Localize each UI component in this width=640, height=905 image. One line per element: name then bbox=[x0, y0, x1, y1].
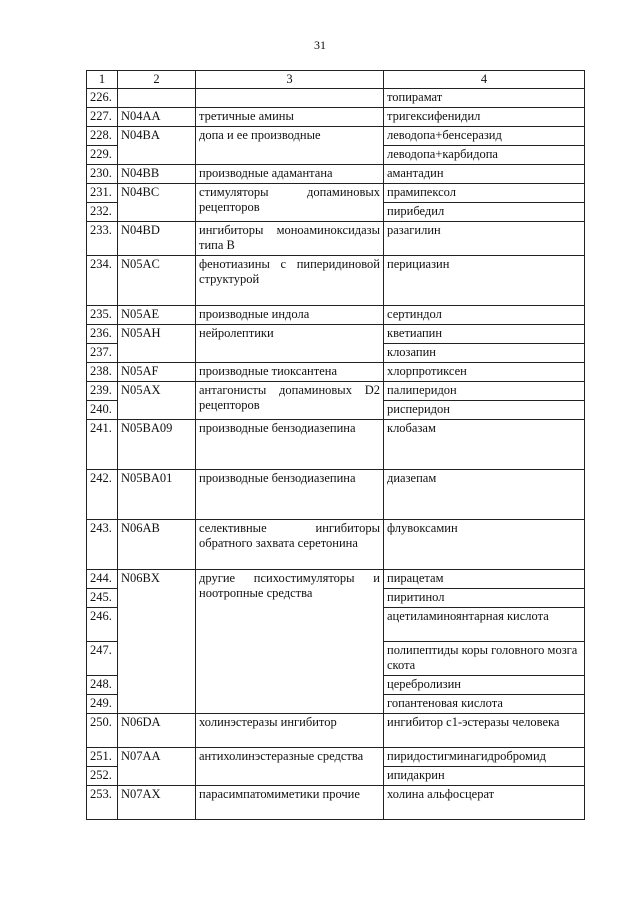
row-number: 242. bbox=[87, 470, 118, 520]
row-number: 236. bbox=[87, 325, 118, 344]
drug-name: пиридостигминагидробромид bbox=[384, 748, 585, 767]
atc-code: N05AE bbox=[118, 306, 196, 325]
table-row bbox=[87, 108, 585, 127]
row-number: 238. bbox=[87, 363, 118, 382]
drug-table bbox=[86, 70, 585, 820]
header-cell: 3 bbox=[196, 71, 384, 89]
row-number: 245. bbox=[87, 589, 118, 608]
atc-code: N06AB bbox=[118, 520, 196, 570]
table-row bbox=[87, 184, 585, 203]
table-row bbox=[87, 165, 585, 184]
table-row bbox=[87, 748, 585, 767]
drug-name: леводопа+бенсеразид bbox=[384, 127, 585, 146]
atc-code: N07AX bbox=[118, 786, 196, 820]
drug-name: хлорпротиксен bbox=[384, 363, 585, 382]
header-cell: 4 bbox=[384, 71, 585, 89]
table-row bbox=[87, 786, 585, 820]
row-number: 253. bbox=[87, 786, 118, 820]
header-cell: 1 bbox=[87, 71, 118, 89]
drug-group: ингибиторы моноаминоксидазы типа В bbox=[196, 222, 384, 256]
row-number: 248. bbox=[87, 676, 118, 695]
table-row bbox=[87, 570, 585, 589]
row-number: 247. bbox=[87, 642, 118, 676]
table-row bbox=[87, 520, 585, 570]
atc-code: N05BA09 bbox=[118, 420, 196, 470]
row-number: 239. bbox=[87, 382, 118, 401]
table-row bbox=[87, 382, 585, 401]
row-number: 241. bbox=[87, 420, 118, 470]
row-number: 229. bbox=[87, 146, 118, 165]
drug-group: селективные ингибиторы обратного захвата серетонина bbox=[196, 520, 384, 570]
atc-code: N04BB bbox=[118, 165, 196, 184]
row-number: 249. bbox=[87, 695, 118, 714]
drug-group: стимуляторы допаминовых рецепторов bbox=[196, 184, 384, 222]
header-row bbox=[87, 71, 585, 89]
row-number: 233. bbox=[87, 222, 118, 256]
drug-name: холина альфосцерат bbox=[384, 786, 585, 820]
table-row bbox=[87, 89, 585, 108]
drug-name: леводопа+карбидопа bbox=[384, 146, 585, 165]
drug-name: топирамат bbox=[384, 89, 585, 108]
atc-code: N05AX bbox=[118, 382, 196, 420]
table-row bbox=[87, 470, 585, 520]
drug-name: гопантеновая кислота bbox=[384, 695, 585, 714]
row-number: 240. bbox=[87, 401, 118, 420]
atc-code: N06DA bbox=[118, 714, 196, 748]
atc-code bbox=[118, 89, 196, 108]
drug-name: сертиндол bbox=[384, 306, 585, 325]
table-row bbox=[87, 306, 585, 325]
drug-name: ингибитор с1-эстеразы человека bbox=[384, 714, 585, 748]
row-number: 250. bbox=[87, 714, 118, 748]
drug-name: пирибедил bbox=[384, 203, 585, 222]
atc-code: N07AA bbox=[118, 748, 196, 786]
drug-name: церебролизин bbox=[384, 676, 585, 695]
row-number: 230. bbox=[87, 165, 118, 184]
drug-group: допа и ее производные bbox=[196, 127, 384, 165]
drug-group: нейролептики bbox=[196, 325, 384, 363]
table-row bbox=[87, 420, 585, 470]
row-number: 232. bbox=[87, 203, 118, 222]
row-number: 228. bbox=[87, 127, 118, 146]
drug-name: полипептиды коры головного мозга скота bbox=[384, 642, 585, 676]
drug-group: третичные амины bbox=[196, 108, 384, 127]
atc-code: N05AF bbox=[118, 363, 196, 382]
row-number: 234. bbox=[87, 256, 118, 306]
drug-name: кветиапин bbox=[384, 325, 585, 344]
row-number: 235. bbox=[87, 306, 118, 325]
drug-name: перициазин bbox=[384, 256, 585, 306]
drug-name: амантадин bbox=[384, 165, 585, 184]
drug-name: клобазам bbox=[384, 420, 585, 470]
drug-name: пирацетам bbox=[384, 570, 585, 589]
drug-name: разагилин bbox=[384, 222, 585, 256]
row-number: 231. bbox=[87, 184, 118, 203]
drug-name: палиперидон bbox=[384, 382, 585, 401]
drug-group: производные бензодиазепина bbox=[196, 470, 384, 520]
table-row bbox=[87, 363, 585, 382]
row-number: 251. bbox=[87, 748, 118, 767]
atc-code: N05AC bbox=[118, 256, 196, 306]
row-number: 244. bbox=[87, 570, 118, 589]
drug-group: производные бензодиазепина bbox=[196, 420, 384, 470]
drug-group: производные тиоксантена bbox=[196, 363, 384, 382]
drug-name: флувоксамин bbox=[384, 520, 585, 570]
atc-code: N06BX bbox=[118, 570, 196, 714]
drug-name: прамипексол bbox=[384, 184, 585, 203]
table-row bbox=[87, 325, 585, 344]
row-number: 243. bbox=[87, 520, 118, 570]
drug-name: ипидакрин bbox=[384, 767, 585, 786]
atc-code: N04BA bbox=[118, 127, 196, 165]
row-number: 227. bbox=[87, 108, 118, 127]
drug-group bbox=[196, 89, 384, 108]
drug-group: холинэстеразы ингибитор bbox=[196, 714, 384, 748]
row-number: 237. bbox=[87, 344, 118, 363]
row-number: 226. bbox=[87, 89, 118, 108]
atc-code: N05AH bbox=[118, 325, 196, 363]
drug-name: клозапин bbox=[384, 344, 585, 363]
drug-group: другие психостимуляторы и ноотропные средства bbox=[196, 570, 384, 714]
table-row bbox=[87, 222, 585, 256]
drug-name: тригексифенидил bbox=[384, 108, 585, 127]
atc-code: N04AA bbox=[118, 108, 196, 127]
drug-name: рисперидон bbox=[384, 401, 585, 420]
table-row bbox=[87, 714, 585, 748]
drug-group: антагонисты допаминовых D2 рецепторов bbox=[196, 382, 384, 420]
page-number: 31 bbox=[314, 38, 326, 52]
row-number: 252. bbox=[87, 767, 118, 786]
atc-code: N04BC bbox=[118, 184, 196, 222]
drug-group: производные индола bbox=[196, 306, 384, 325]
drug-name: ацетиламиноянтарная кислота bbox=[384, 608, 585, 642]
atc-code: N04BD bbox=[118, 222, 196, 256]
drug-group: парасимпатомиметики прочие bbox=[196, 786, 384, 820]
row-number: 246. bbox=[87, 608, 118, 642]
drug-group: антихолинэстеразные средства bbox=[196, 748, 384, 786]
drug-name: пиритинол bbox=[384, 589, 585, 608]
drug-group: фенотиазины с пиперидиновой структурой bbox=[196, 256, 384, 306]
table-row bbox=[87, 127, 585, 146]
table-row bbox=[87, 256, 585, 306]
drug-group: производные адамантана bbox=[196, 165, 384, 184]
atc-code: N05BA01 bbox=[118, 470, 196, 520]
drug-name: диазепам bbox=[384, 470, 585, 520]
header-cell: 2 bbox=[118, 71, 196, 89]
